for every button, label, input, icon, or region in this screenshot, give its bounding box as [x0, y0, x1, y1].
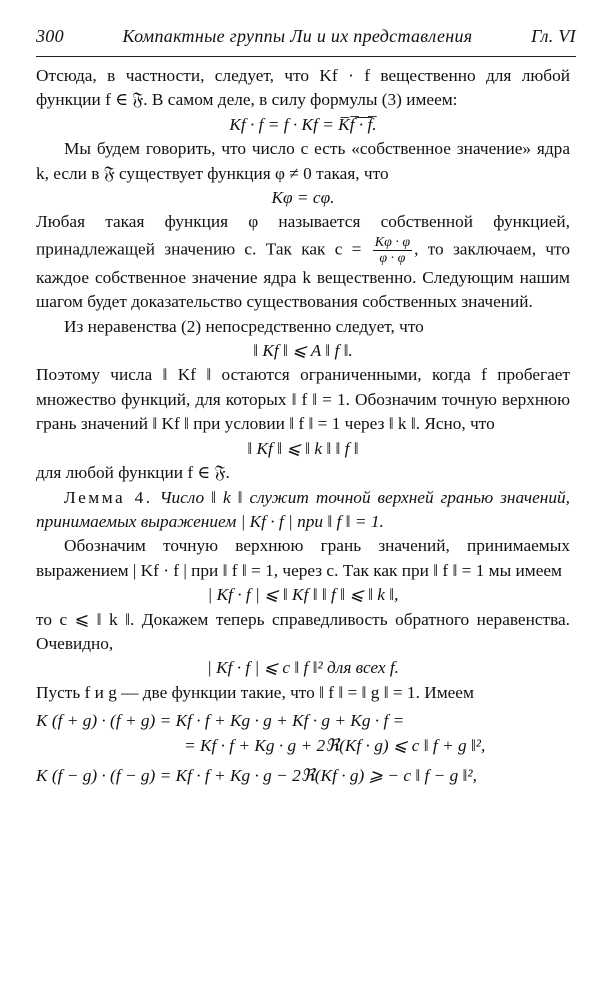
paragraph-3-start: Любая такая функция φ называется собственной функцией, принадлежащей значению c. Так как c = — [36, 212, 570, 259]
header-rule — [36, 56, 576, 57]
paragraph-5: Поэтому числа ‖ Kf ‖ остаются ограниченными, когда f пробегает множество функций, для которых ‖ f ‖ = 1. Обозначим точную верхнюю грань значений ‖ Kf ‖ при условии ‖ f ‖ = 1 через ‖ k ‖. Ясно, что — [36, 365, 570, 434]
equation-line-3: K (f − g) · (f − g) = Kf · f + Kg · g − 2ℜ(Kf · g) ⩾ − c ‖ f − g ‖², — [36, 765, 477, 785]
page-body — [36, 64, 570, 788]
formula-2: Kφ = cφ. — [271, 188, 335, 208]
formula-3: ‖ Kf ‖ ⩽ A ‖ f ‖. — [253, 341, 353, 361]
paragraph-2: Мы будем говорить, что число c есть «собственное значение» ядра k, если в 𝔉 существует функция φ ≠ 0 такая, что — [36, 139, 570, 183]
equation-block — [36, 709, 570, 788]
paragraph-7: Обозначим точную верхнюю грань значений, принимаемых выражением | Kf · f | при ‖ f ‖ = 1, через c. Так как при ‖ f ‖ = 1 мы имеем — [36, 536, 570, 580]
lemma-heading: Лемма 4. — [64, 487, 153, 507]
paragraph-9: Пусть f и g — две функции такие, что ‖ f ‖ = ‖ g ‖ = 1. Имеем — [36, 682, 474, 702]
fraction-numerator: Kφ · φ — [374, 234, 411, 250]
equation-line-1: K (f + g) · (f + g) = Kf · f + Kg · g + Kf · g + Kg · f = — [36, 711, 405, 731]
page-number: 300 — [36, 26, 64, 46]
lemma-statement: Число ‖ k ‖ служит точной верхней гранью значений, принимаемых выражением | Kf · f | при ‖ f ‖ = 1. — [36, 487, 570, 531]
formula-4: ‖ Kf ‖ ⩽ ‖ k ‖ ‖ f ‖ — [247, 438, 359, 458]
paragraph-3-end: , то заключаем, что каждое собственное значение ядра k вещественно. Следующим нашим шагом будет доказательство существования собственных значений. — [36, 239, 570, 312]
paragraph-8: то c ⩽ ‖ k ‖. Докажем теперь справедливость обратного неравенства. Очевидно, — [36, 609, 570, 653]
chapter-label: Гл. VI — [531, 26, 576, 46]
formula-1: Kf · f = f · Kf = K̅f̅ ̅·̅ ̅f̅. — [229, 114, 377, 134]
formula-5: | Kf · f | ⩽ ‖ Kf ‖ ‖ f ‖ ⩽ ‖ k ‖, — [207, 585, 399, 605]
running-title: Компактные группы Ли и их представления — [122, 26, 473, 46]
equation-line-2: = Kf · f + Kg · g + 2ℜ(Kf · g) ⩽ c ‖ f + g ‖², — [184, 735, 486, 755]
paragraph-4: Из неравенства (2) непосредственно следует, что — [64, 316, 424, 336]
paragraph-3 — [36, 210, 570, 314]
formula-6: | Kf · f | ⩽ c ‖ f ‖² для всех f. — [207, 658, 399, 678]
fraction-denominator: φ · φ — [379, 250, 406, 266]
running-header — [36, 26, 576, 47]
paragraph-1: Отсюда, в частности, следует, что Kf · f вещественно для любой функции f ∈ 𝔉. В самом деле, в силу формулы (3) имеем: — [36, 66, 570, 110]
lemma-4 — [36, 486, 570, 535]
fraction — [373, 235, 412, 266]
paragraph-6: для любой функции f ∈ 𝔉. — [36, 463, 230, 483]
